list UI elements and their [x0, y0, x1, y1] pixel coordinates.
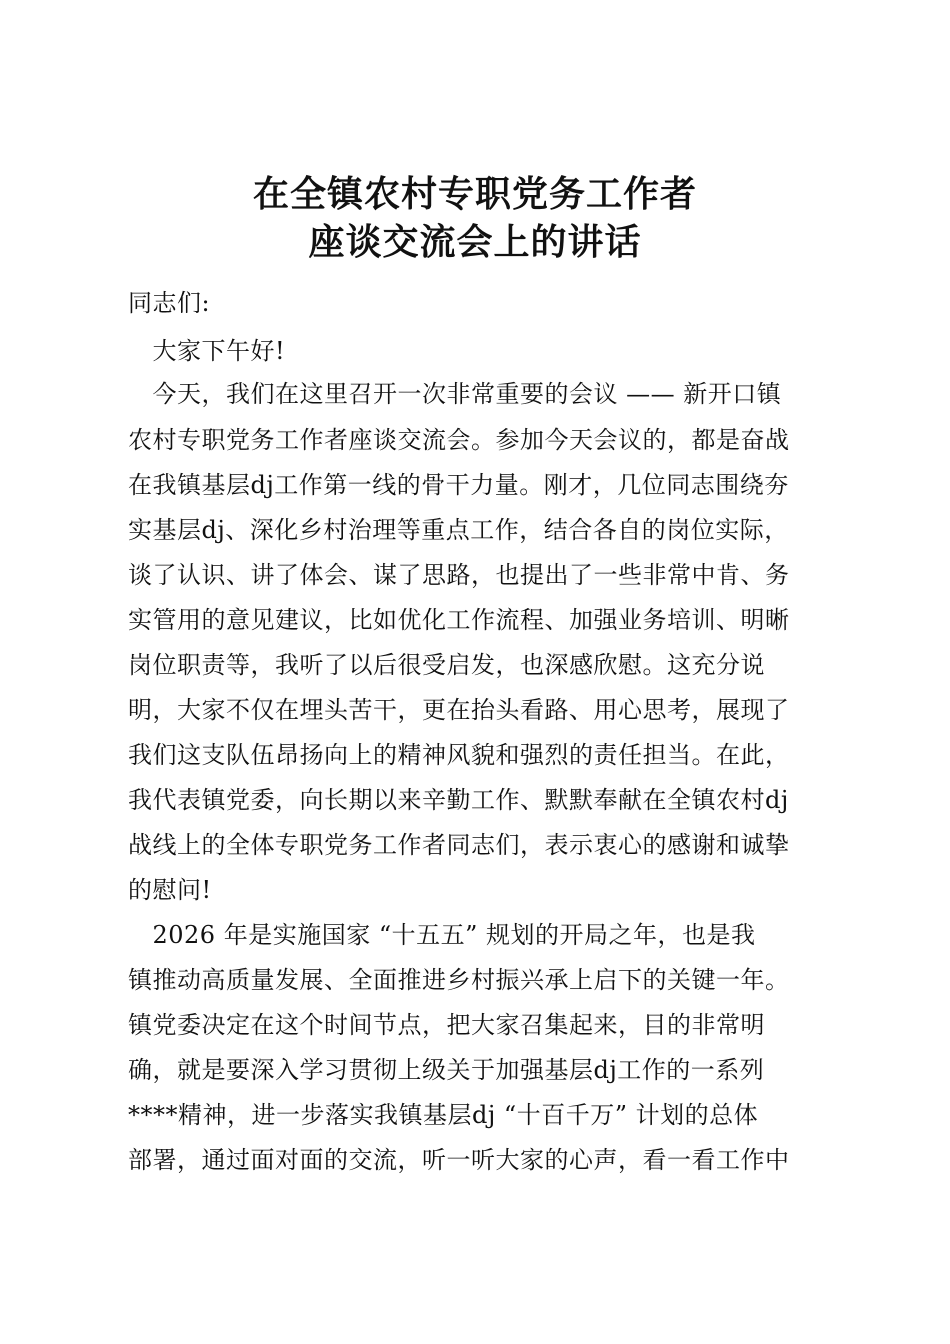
body-line: 战线上的全体专职党务工作者同志们，表示衷心的感谢和诚挚 [128, 831, 790, 859]
title-line-1: 在全镇农村专职党务工作者 [252, 173, 697, 215]
body-line: 2026 年是实施国家 “十五五” 规划的开局之年，也是我 [128, 921, 756, 949]
body-line: 的慰问! [128, 876, 212, 904]
body-line: 在我镇基层dj工作第一线的骨干力量。刚才，几位同志围绕夯 [128, 471, 789, 499]
body-line: 实基层dj、深化乡村治理等重点工作，结合各自的岗位实际， [128, 516, 789, 544]
body-line: 我们这支队伍昂扬向上的精神风貌和强烈的责任担当。在此， [128, 741, 790, 769]
body-line: 今天，我们在这里召开一次非常重要的会议 —— 新开口镇 [128, 380, 782, 408]
body-line: 我代表镇党委，向长期以来辛勤工作、默默奉献在全镇农村dj [128, 786, 789, 814]
body-line: 实管用的意见建议，比如优化工作流程、加强业务培训、明晰 [128, 606, 790, 634]
body-line: 镇党委决定在这个时间节点，把大家召集起来，目的非常明 [128, 1011, 765, 1039]
title-line-2: 座谈交流会上的讲话 [308, 221, 642, 263]
body-line: 谈了认识、讲了体会、谋了思路，也提出了一些非常中肯、务 [128, 561, 790, 589]
greeting: 大家下午好! [128, 337, 286, 365]
body-line: 岗位职责等，我听了以后很受启发，也深感欣慰。这充分说 [128, 651, 765, 679]
salutation: 同志们: [128, 289, 211, 317]
body-line: ****精神，进一步落实我镇基层dj “十百千万” 计划的总体 [128, 1101, 759, 1129]
body-line: 确，就是要深入学习贯彻上级关于加强基层dj工作的一系列 [128, 1056, 765, 1084]
body-line: 明，大家不仅在埋头苦干，更在抬头看路、用心思考，展现了 [128, 696, 790, 724]
body-line: 镇推动高质量发展、全面推进乡村振兴承上启下的关键一年。 [128, 966, 790, 994]
body-line: 部署，通过面对面的交流，听一听大家的心声，看一看工作中 [128, 1146, 790, 1174]
body-line: 农村专职党务工作者座谈交流会。参加今天会议的，都是奋战 [128, 426, 790, 454]
